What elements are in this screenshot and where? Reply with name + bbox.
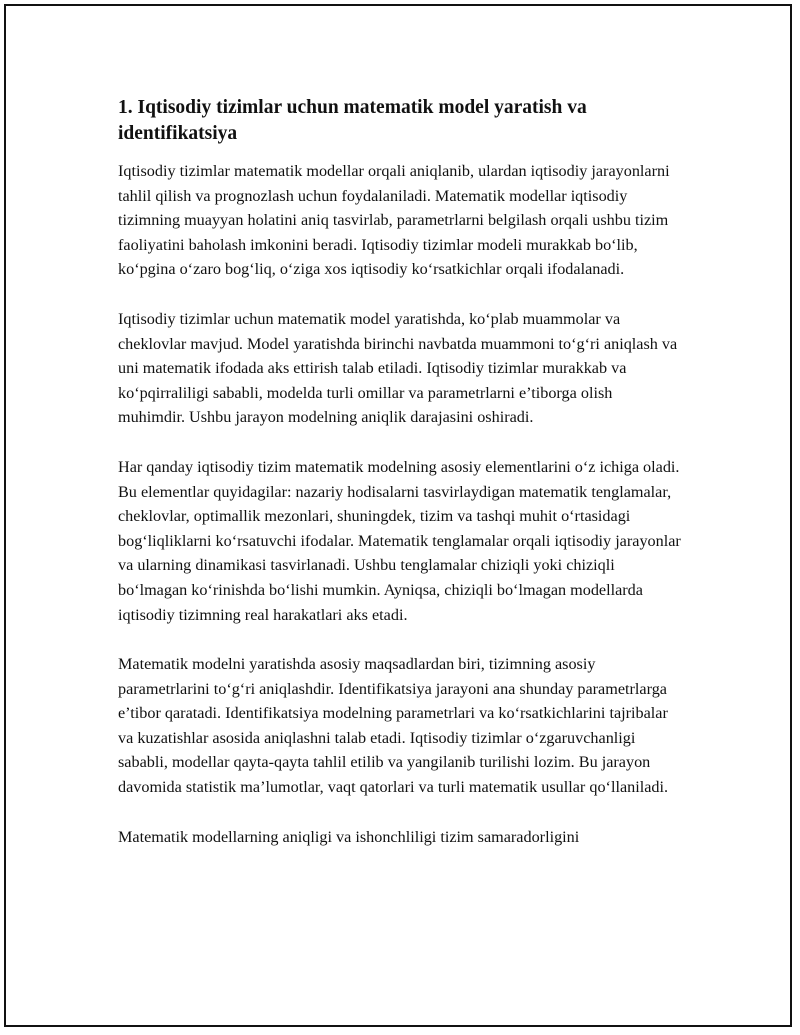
paragraph-3: Har qanday iqtisodiy tizim matematik modelning asosiy elementlarini o‘z ichiga oladi. Bu elementlar quyidagilar: nazariy hodisalarni tasvirlaydigan matematik tenglamalar, cheklovlar, optimallik mezonlari, shuningdek, tizim va tashqi muhit o‘rtasidagi bog‘liqliklarni ko‘rsatuvchi ifodalar. Matematik tenglamalar orqali iqtisodiy jarayonlar va ularning dinamikasi tasvirlanadi. Ushbu tenglamalar chiziqli yoki chiziqli bo‘lmagan ko‘rinishda bo‘lishi mumkin. Ayniqsa, chiziqli bo‘lmagan modellarda iqtisodiy tizimning real harakatlari aks etadi. [118, 457, 681, 624]
section-heading: 1. Iqtisodiy tizimlar uchun matematik model yaratish va identifikatsiya [118, 97, 587, 144]
paragraph-5: Matematik modellarning aniqligi va ishonchliligi tizim samaradorligini [118, 827, 580, 846]
paragraph-2: Iqtisodiy tizimlar uchun matematik model yaratishda, ko‘plab muammolar va cheklovlar mavjud. Model yaratishda birinchi navbatda muammoni to‘g‘ri aniqlash va uni matematik ifodada aks ettirish talab etiladi. Iqtisodiy tizimlar murakkab va ko‘pqirraliligi sababli, modelda turli omillar va parametrlarni e’tiborga olish muhimdir. Ushbu jarayon modelning aniqlik darajasini oshiradi. [118, 309, 678, 427]
paragraph-1: Iqtisodiy tizimlar matematik modellar orqali aniqlanib, ulardan iqtisodiy jarayonlarni tahlil qilish va prognozlash uchun foydalaniladi. Matematik modellar iqtisodiy tizimning muayyan holatini aniq tasvirlab, parametrlarni belgilash orqali ushbu tizim faoliyatini baholash imkonini beradi. Iqtisodiy tizimlar modeli murakkab bo‘lib, ko‘pgina o‘zaro bog‘liq, o‘ziga xos iqtisodiy ko‘rsatkichlar orqali ifodalanadi. [118, 162, 670, 279]
document-body [118, 95, 683, 874]
paragraph-4: Matematik modelni yaratishda asosiy maqsadlardan biri, tizimning asosiy parametrlarini to‘g‘ri aniqlashdir. Identifikatsiya jarayoni ana shunday parametrlarga e’tibor qaratadi. Identifikatsiya modelning parametrlari va ko‘rsatkichlarini tajribalar va kuzatishlar asosida aniqlashni talab etadi. Iqtisodiy tizimlar o‘zgaruvchanligi sababli, modellar qayta-qayta tahlil etilib va yangilanib turilishi lozim. Bu jarayon davomida statistik ma’lumotlar, vaqt qatorlari va turli matematik usullar qo‘llaniladi. [118, 655, 669, 797]
